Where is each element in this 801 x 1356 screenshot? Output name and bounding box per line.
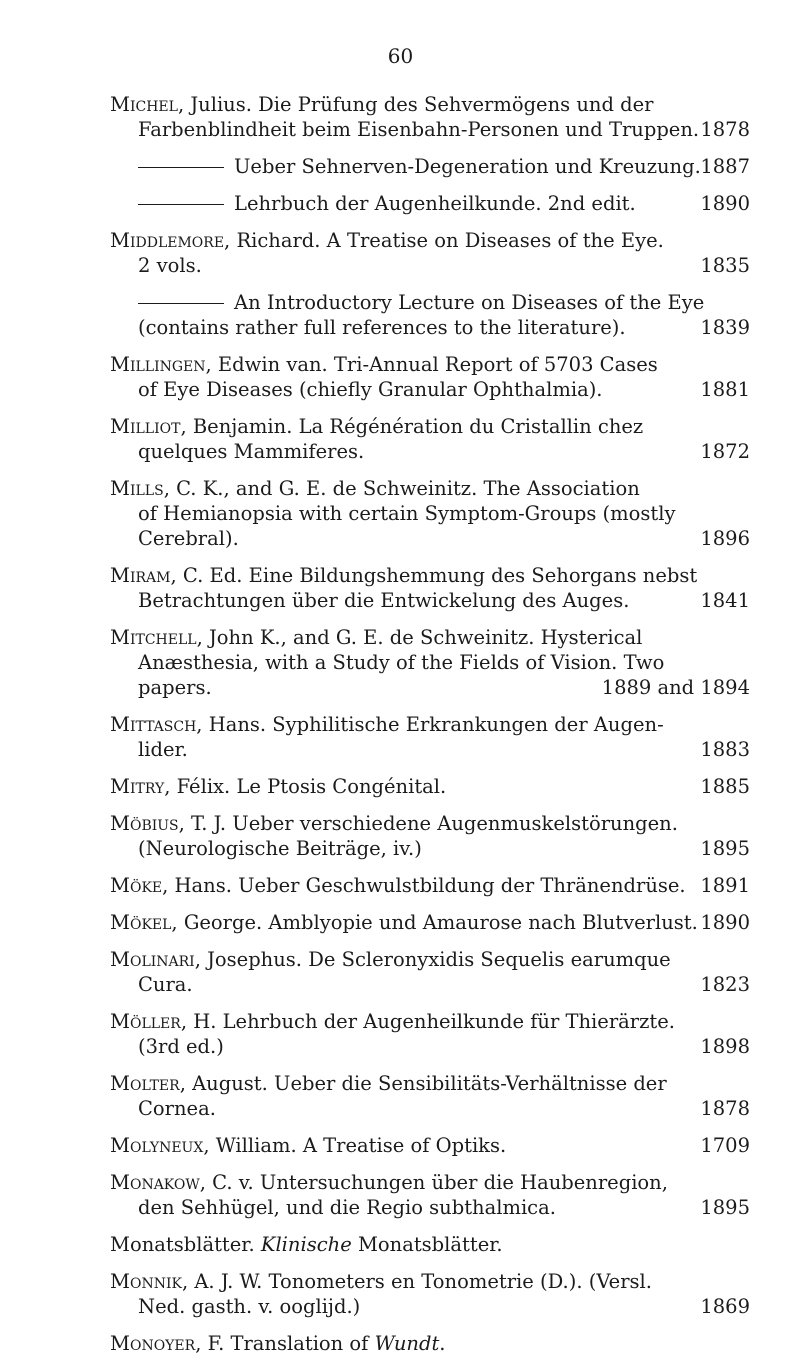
entry-text: of Eye Diseases (chiefly Granular Ophthalmia). [138,378,603,401]
entry-line [110,737,750,762]
entry-line [110,1232,750,1257]
author-surname: Michel [110,93,178,116]
entry-line [110,1170,750,1195]
entry-line [110,1071,750,1096]
author-surname: Mökel [110,911,172,934]
entry-text: , William. A Treatise of Optiks. [203,1134,507,1157]
entry-line [110,439,750,464]
entry-year: 1891 [700,874,750,897]
entry-year: 1869 [700,1295,750,1318]
entry-line [110,501,750,526]
entry-line [110,377,750,402]
italic-title: Wundt [374,1332,440,1355]
entry-text: , F. Translation of [195,1332,375,1355]
entry-line [110,1294,750,1319]
bibliography-entry [110,1170,750,1220]
entry-text: , T. J. Ueber verschiedene Augenmuskelstörungen. [178,812,678,835]
entry-line [110,476,750,501]
entry-line [110,675,750,700]
italic-title: Klinische [260,1233,352,1256]
author-surname: Milliot [110,415,181,438]
entry-year: 1835 [700,254,750,277]
entry-line [110,910,750,935]
entry-line [110,1009,750,1034]
entry-year: 1872 [700,440,750,463]
entry-line [110,1269,750,1294]
author-surname: Molter [110,1072,180,1095]
entry-text: Lehrbuch der Augenheilkunde. 2nd edit. [234,192,636,215]
entry-year: 1823 [700,973,750,996]
entry-year: 1895 [700,1196,750,1219]
entry-line [110,563,750,588]
ditto-dash [138,303,224,304]
entry-text: , Félix. Le Ptosis Congénital. [164,775,447,798]
entry-line [110,712,750,737]
entry-year: 1885 [700,775,750,798]
entry-year: 1883 [700,738,750,761]
author-surname: Möbius [110,812,179,835]
entry-year: 1889 and 1894 [601,676,750,699]
author-surname: Mittasch [110,713,197,736]
entry-text: 2 vols. [138,254,202,277]
entry-text: An Introductory Lecture on Diseases of the Eye [234,291,705,314]
entry-line [110,873,750,898]
entry-year: 1890 [700,192,750,215]
entry-line [110,650,750,675]
entry-text: Ueber Sehnerven-Degeneration und Kreuzung. [234,155,701,178]
bibliography-entry [110,352,750,402]
bibliography-entry [110,774,750,799]
author-surname: Möller [110,1010,181,1033]
entry-text: , C. K., and G. E. de Schweinitz. The Association [163,477,640,500]
entry-line [110,811,750,836]
entry-line [110,588,750,613]
bibliography-entries [110,92,750,1356]
entry-text: papers. [138,676,212,699]
author-surname: Miram [110,564,171,587]
entry-line [110,315,750,340]
bibliography-entry [110,563,750,613]
entry-text: Cura. [138,973,193,996]
bibliography-entry [110,92,750,142]
bibliography-entry [110,712,750,762]
entry-line [110,352,750,377]
author-surname: Möke [110,874,163,897]
author-surname: Mitchell [110,626,197,649]
ditto-dash [138,167,224,168]
bibliography-entry [110,290,750,340]
entry-text: , Josephus. De Scleronyxidis Sequelis earumque [194,948,671,971]
entry-year: 1878 [700,118,750,141]
bibliography-entry [110,191,750,216]
entry-year: 1895 [700,837,750,860]
bibliography-entry [110,1009,750,1059]
entry-text: quelques Mammiferes. [138,440,365,463]
entry-text: , John K., and G. E. de Schweinitz. Hysterical [196,626,643,649]
entry-line [110,774,750,799]
entry-text: Farbenblindheit beim Eisenbahn-Personen und Truppen. [138,118,700,141]
entry-line [110,836,750,861]
entry-year: 1890 [700,911,750,934]
entry-line [110,290,750,315]
entry-line [110,92,750,117]
bibliography-entry [110,1331,750,1356]
bibliography-entry [110,625,750,700]
entry-text: . [439,1332,446,1355]
entry-text: (Neurologische Beiträge, iv.) [138,837,422,860]
entry-text: Ned. gasth. v. ooglijd.) [138,1295,361,1318]
author-surname: Millingen [110,353,206,376]
entry-year: 1881 [700,378,750,401]
entry-line [110,1195,750,1220]
entry-text: Anæsthesia, with a Study of the Fields of Vision. Two [138,651,665,674]
entry-text: , George. Amblyopie und Amaurose nach Blutverlust. [171,911,698,934]
author-surname: Molinari [110,948,195,971]
ditto-dash [138,204,224,205]
entry-year: 1898 [700,1035,750,1058]
bibliography-entry [110,910,750,935]
entry-line [110,1133,750,1158]
bibliography-entry [110,947,750,997]
entry-line [110,526,750,551]
entry-line [110,947,750,972]
entry-year: 1709 [700,1134,750,1157]
entry-text: , A. J. W. Tonometers en Tonometrie (D.). (Versl. [181,1270,652,1293]
bibliography-entry [110,414,750,464]
bibliography-entry [110,228,750,278]
entry-text: , C. Ed. Eine Bildungshemmung des Sehorgans nebst [170,564,698,587]
entry-text: , C. v. Untersuchungen über die Haubenregion, [199,1171,668,1194]
entry-text: , Julius. Die Prüfung des Sehvermögens und der [177,93,654,116]
entry-text: (contains rather full references to the literature). [138,316,626,339]
entry-text: , Hans. Ueber Geschwulstbildung der Thränendrüse. [162,874,686,897]
entry-year: 1878 [700,1097,750,1120]
entry-text: , Benjamin. La Régénération du Cristallin chez [180,415,644,438]
author-surname: Middlemore [110,229,225,252]
bibliography-entry [110,476,750,551]
bibliography-entry [110,1269,750,1319]
entry-text: of Hemianopsia with certain Symptom-Groups (mostly [138,502,676,525]
entry-text: (3rd ed.) [138,1035,224,1058]
entry-year: 1896 [700,527,750,550]
entry-line [110,154,750,179]
entry-line [110,191,750,216]
entry-line [110,414,750,439]
entry-year: 1887 [700,155,750,178]
author-surname: Monakow [110,1171,200,1194]
entry-text: den Sehhügel, und die Regio subthalmica. [138,1196,556,1219]
entry-year: 1839 [700,316,750,339]
author-surname: Mitry [110,775,165,798]
entry-line [110,1034,750,1059]
entry-year: 1841 [700,589,750,612]
entry-line [110,972,750,997]
entry-line [110,228,750,253]
entry-line [110,625,750,650]
bibliography-entry [110,1071,750,1121]
entry-text: Cerebral). [138,527,239,550]
entry-text: , H. Lehrbuch der Augenheilkunde für Thierärzte. [180,1010,675,1033]
entry-text: , Edwin van. Tri-Annual Report of 5703 Cases [205,353,658,376]
bibliography-entry [110,811,750,861]
entry-text: Monatsblätter. [110,1233,261,1256]
bibliography-entry [110,1133,750,1158]
author-surname: Molyneux [110,1134,204,1157]
bibliography-entry [110,1232,750,1257]
entry-line [110,253,750,278]
entry-text: Monatsblätter. [351,1233,503,1256]
bibliography-entry [110,154,750,179]
entry-text: lider. [138,738,188,761]
author-surname: Mills [110,477,164,500]
entry-text: , August. Ueber die Sensibilitäts-Verhältnisse der [179,1072,667,1095]
bibliography-entry [110,873,750,898]
entry-text: , Hans. Syphilitische Erkrankungen der Augen- [196,713,664,736]
entry-text: Cornea. [138,1097,216,1120]
page-number: 60 [387,44,414,68]
author-surname: Monoyer [110,1332,196,1355]
entry-line [110,1096,750,1121]
entry-text: , Richard. A Treatise on Diseases of the Eye. [224,229,664,252]
entry-line [110,117,750,142]
author-surname: Monnik [110,1270,182,1293]
entry-line [110,1331,750,1356]
entry-text: Betrachtungen über die Entwickelung des Auges. [138,589,630,612]
